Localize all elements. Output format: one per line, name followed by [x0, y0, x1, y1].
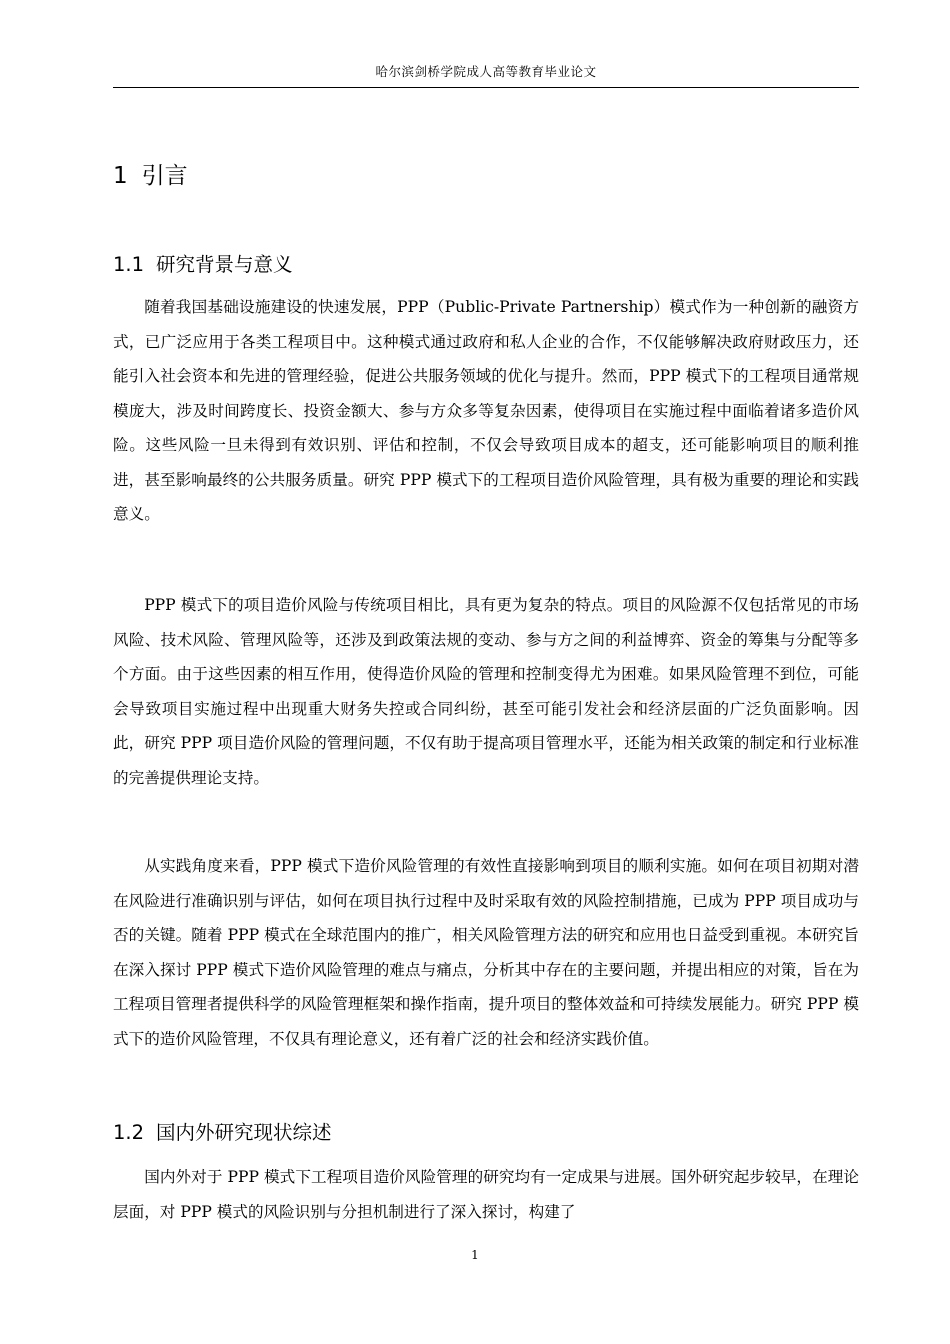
- section-number: 1.1: [113, 253, 145, 276]
- section-title-text: 国内外研究现状综述: [156, 1121, 332, 1144]
- body-paragraph: 随着我国基础设施建设的快速发展，PPP（Public-Private Partnership）模式作为一种创新的融资方式，已广泛应用于各类工程项目中。这种模式通过政府和私人企业的合作，不仅能够解决政府财政压力，还能引入社会资本和先进的管理经验，促进公共服务领域的优化与提升。然而，PPP 模式下的工程项目通常规模庞大，涉及时间跨度长、投资金额大、参与方众多等复杂因素，使得项目在实施过程中面临着诸多造价风险。这些风险一旦未得到有效识别、评估和控制，不仅会导致项目成本的超支，还可能影响项目的顺利推进，甚至影响最终的公共服务质量。研究 PPP 模式下的工程项目造价风险管理，具有极为重要的理论和实践意义。: [113, 298, 859, 523]
- chapter-number: 1: [113, 163, 128, 189]
- page-number: 1: [471, 1248, 479, 1262]
- chapter-title: [113, 160, 188, 192]
- section-title-text: 研究背景与意义: [156, 253, 293, 276]
- running-header: 哈尔滨剑桥学院成人高等教育毕业论文: [375, 64, 597, 79]
- chapter-title-text: 引言: [141, 163, 188, 189]
- body-paragraph: 从实践角度来看，PPP 模式下造价风险管理的有效性直接影响到项目的顺利实施。如何在项目初期对潜在风险进行准确识别与评估，如何在项目执行过程中及时采取有效的风险控制措施，已成为 PPP 项目成功与否的关键。随着 PPP 模式在全球范围内的推广，相关风险管理方法的研究和应用也日益受到重视。本研究旨在深入探讨 PPP 模式下造价风险管理的难点与痛点，分析其中存在的主要问题，并提出相应的对策，旨在为工程项目管理者提供科学的风险管理框架和操作指南，提升项目的整体效益和可持续发展能力。研究 PPP 模式下的造价风险管理，不仅具有理论意义，还有着广泛的社会和经济实践价值。: [113, 857, 859, 1048]
- section-title: [113, 250, 293, 280]
- section-number: 1.2: [113, 1121, 145, 1144]
- body-paragraph: 国内外对于 PPP 模式下工程项目造价风险管理的研究均有一定成果与进展。国外研究起步较早，在理论层面，对 PPP 模式的风险识别与分担机制进行了深入探讨，构建了: [113, 1168, 859, 1221]
- section-title: [113, 1118, 332, 1148]
- header-rule: [113, 87, 859, 88]
- body-paragraph: PPP 模式下的项目造价风险与传统项目相比，具有更为复杂的特点。项目的风险源不仅包括常见的市场风险、技术风险、管理风险等，还涉及到政策法规的变动、参与方之间的利益博弈、资金的筹集与分配等多个方面。由于这些因素的相互作用，使得造价风险的管理和控制变得尤为困难。如果风险管理不到位，可能会导致项目实施过程中出现重大财务失控或合同纠纷，甚至可能引发社会和经济层面的广泛负面影响。因此，研究 PPP 项目造价风险的管理问题，不仅有助于提高项目管理水平，还能为相关政策的制定和行业标准的完善提供理论支持。: [113, 596, 859, 787]
